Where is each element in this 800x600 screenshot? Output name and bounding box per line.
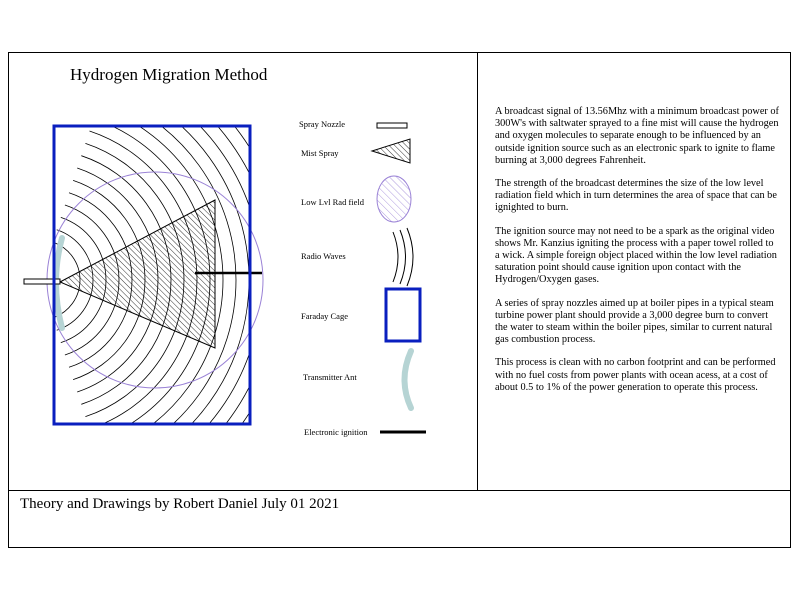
legend-label-faraday-cage: Faraday Cage: [301, 311, 348, 321]
radio-waves-icon: [393, 228, 413, 286]
description-text: [495, 106, 780, 405]
legend-label-mist-spray: Mist Spray: [301, 148, 339, 158]
footer-credit: Theory and Drawings by Robert Daniel July 01 2021: [20, 496, 340, 512]
legend-label-transmitter-ant: Transmitter Ant: [303, 372, 357, 382]
description-paragraph-4: A series of spray nozzles aimed up at boiler pipes in a typical steam turbine power plant should provide a 3,000 degree burn to convert the water to steam within the boiler pipes, similar to current natural gas combustion process.: [495, 297, 774, 346]
description-paragraph-2: The strength of the broadcast determines the size of the low level radiation field which in turn determines the area of space that can be ignighted to burn.: [495, 178, 777, 214]
legend-icons: [372, 123, 426, 432]
main-diagram: [24, 45, 288, 516]
legend-label-spray-nozzle: Spray Nozzle: [299, 119, 346, 129]
transmitter-ant-icon: [405, 351, 412, 408]
description-paragraph-5: This process is clean with no carbon footprint and can be performed with no fuel costs from power plants with ocean acess, at a cost of about 0.5 to 1% of the power generation to operate this process.: [495, 357, 776, 393]
description-paragraph-3: The ignition source may not need to be a spark as the original video shows Mr. Kanzius igniting the process with a paper towel rolled to a wick. A simple foreign object placed within the low level radiation saturation point should cause ignition upon contact with the Hydrogen/Oxygen gases.: [495, 225, 777, 286]
diagram-title: Hydrogen Migration Method: [70, 65, 268, 84]
rad-field-icon: [377, 176, 411, 222]
legend-label-radio-waves: Radio Waves: [301, 251, 346, 261]
legend-label-rad-field: Low Lvl Rad field: [301, 197, 365, 207]
faraday-cage-icon: [386, 289, 420, 341]
legend-label-electronic-ignition: Electronic ignition: [304, 427, 368, 437]
mist-spray-icon: [372, 139, 410, 163]
mist-spray-cone: [60, 200, 215, 348]
spray-nozzle-icon: [377, 123, 407, 128]
description-paragraph-1: A broadcast signal of 13.56Mhz with a minimum broadcast power of 300W's with saltwater sprayed to a fine mist will cause the hydrogen and oxygen molecules to separate enough to be influenced by an outside ignition source such as an electronic spark to ignite to flame burning at 3,000 degrees Fahrenheit.: [495, 106, 779, 166]
